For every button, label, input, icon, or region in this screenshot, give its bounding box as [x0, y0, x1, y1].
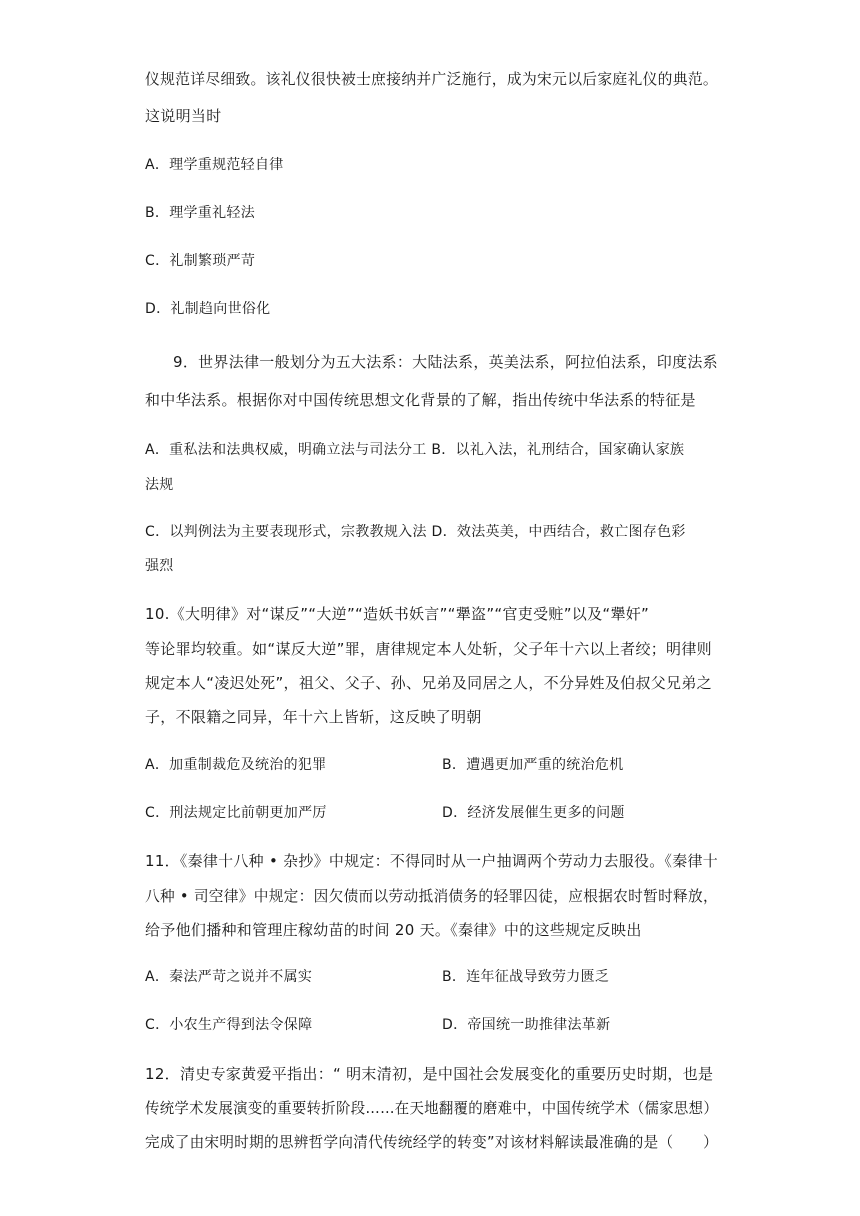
q9-stem-line: 9．世界法律一般划分为五大法系：大陆法系，英美法系，阿拉伯法系，印度法系 — [173, 353, 718, 371]
q11-option-c: C．小农生产得到法令保障 — [145, 1017, 313, 1033]
q8-option-d: D．礼制趋向世俗化 — [145, 301, 271, 317]
q11-stem-line: 八种 • 司空律》中规定：因欠债而以劳动抵消债务的轻罪囚徒，应根据农时暂时释放， — [145, 887, 718, 905]
q10-stem-line: 规定本人“凌迟处死”，祖父、父子、孙、兄弟及同居之人，不分异姓及伯叔父兄弟之 — [145, 674, 712, 692]
q11-option-a: A．秦法严苛之说并不属实 — [145, 969, 313, 985]
q10-stem-line: 子，不限籍之同异，年十六上皆斩，这反映了明朝 — [145, 708, 482, 726]
q11-stem-line: 11．《秦律十八种 • 杂抄》中规定：不得同时从一户抽调两个劳动力去服役。《秦律十 — [145, 852, 718, 870]
q10-option-c: C．刑法规定比前朝更加严厉 — [145, 805, 327, 821]
q11-stem-line: 给予他们播种和管理庄稼幼苗的时间 20 天。《秦律》中的这些规定反映出 — [145, 921, 642, 939]
q10-option-a: A．加重制裁危及统治的犯罪 — [145, 757, 327, 773]
q8-option-b: B．理学重礼轻法 — [145, 205, 256, 221]
q11-option-b: B．连年征战导致劳力匮乏 — [442, 969, 610, 985]
q12-stem-line: 完成了由宋明时期的思辨哲学向清代传统经学的转变”对该材料解读最准确的是（ ） — [145, 1133, 718, 1151]
q10-option-d: D．经济发展催生更多的问题 — [442, 805, 625, 821]
q9-option-line: 强烈 — [145, 558, 174, 574]
q9-option-line: C．以判例法为主要表现形式，宗教教规入法 D．效法英美，中西结合，救亡图存色彩 — [145, 524, 686, 540]
q10-stem-line: 等论罪均较重。如“谋反大逆”罪，唐律规定本人处斩，父子年十六以上者绞；明律则 — [145, 640, 712, 658]
q8-option-a: A．理学重规范轻自律 — [145, 157, 284, 173]
q9-stem-line: 和中华法系。根据你对中国传统思想文化背景的了解，指出传统中华法系的特征是 — [145, 391, 696, 409]
q8-stem-line: 这说明当时 — [145, 107, 222, 125]
q9-option-line: A．重私法和法典权威，明确立法与司法分工 B．以礼入法，礼刑结合，国家确认家族 — [145, 442, 685, 458]
q11-option-d: D．帝国统一助推律法革新 — [442, 1017, 611, 1033]
q10-option-b: B．遭遇更加严重的统治危机 — [442, 757, 624, 773]
q8-stem-line: 仪规范详尽细致。该礼仪很快被士庶接纳并广泛施行，成为宋元以后家庭礼仪的典范。 — [145, 70, 718, 88]
q12-stem-line: 12．清史专家黄爱平指出：“ 明末清初，是中国社会发展变化的重要历史时期，也是 — [145, 1065, 714, 1083]
q10-stem-line: 10.《大明律》对“谋反”“大逆”“造妖书妖言”“犟盗”“官吏受赃”以及“犟奸” — [145, 605, 650, 623]
q12-stem-line: 传统学术发展演变的重要转折阶段……在天地翻覆的磨难中，中国传统学术（儒家思想） — [145, 1099, 719, 1117]
q8-option-c: C．礼制繁琐严苛 — [145, 253, 256, 269]
q9-option-line: 法规 — [145, 477, 174, 493]
